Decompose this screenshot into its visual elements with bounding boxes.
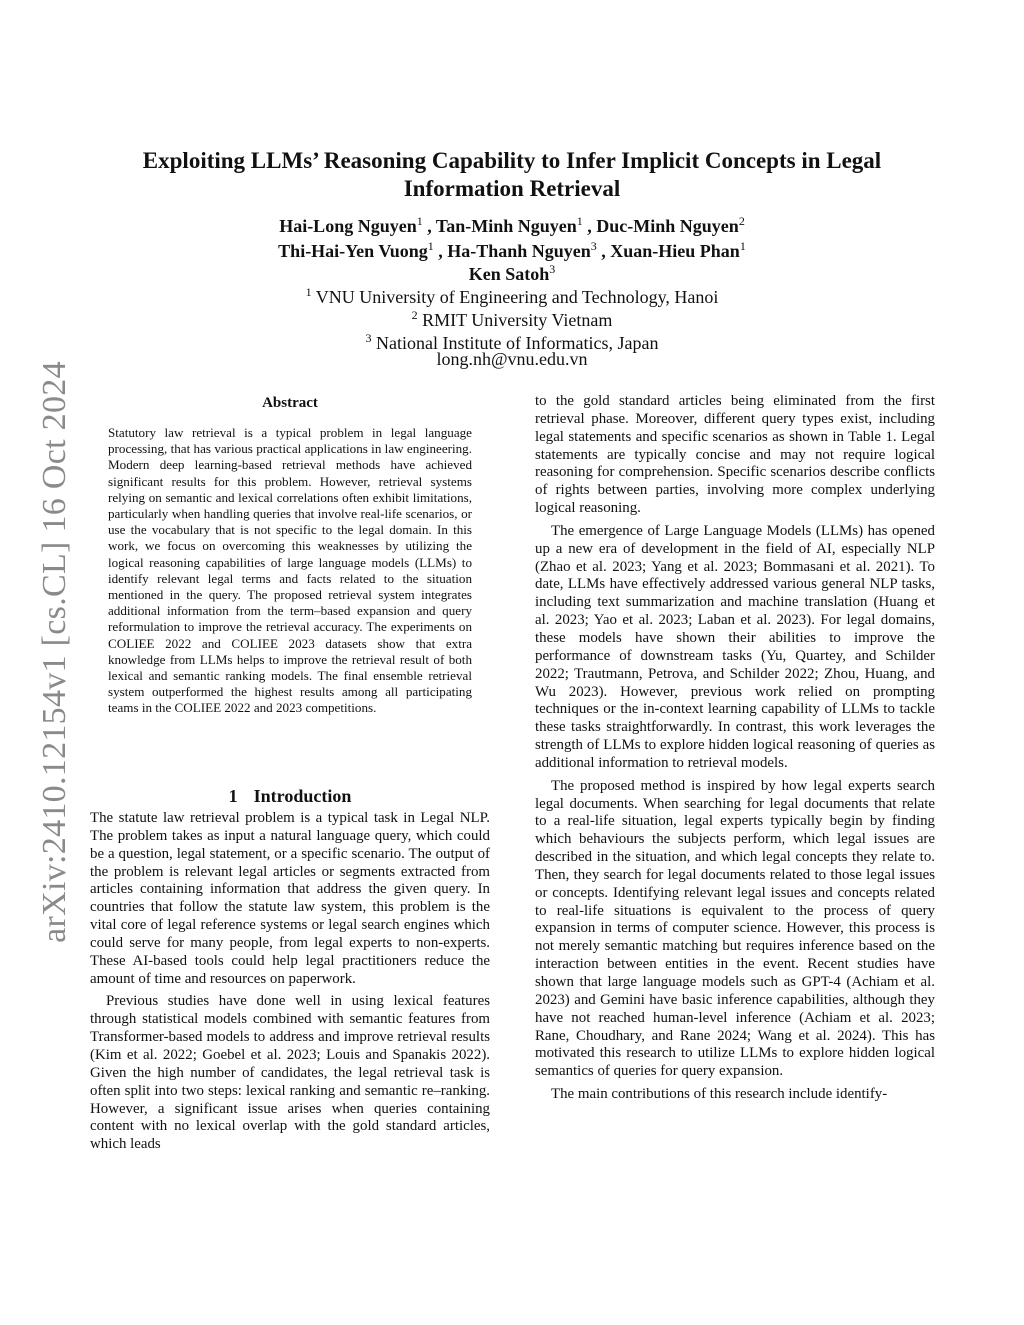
author-name: Duc-Minh Nguyen — [596, 216, 739, 236]
section-title: Introduction — [253, 786, 352, 806]
paper-title — [110, 147, 914, 203]
author-name: Ha-Thanh Nguyen — [447, 241, 591, 261]
author-affiliation-mark: 1 — [427, 239, 434, 253]
author-affiliation-mark: 2 — [738, 214, 745, 228]
section-heading-introduction — [90, 784, 490, 808]
author-affiliation-mark: 1 — [416, 214, 423, 228]
left-column-body — [90, 810, 490, 1154]
affiliation-name: RMIT University Vietnam — [422, 310, 613, 330]
paragraph: The statute law retrieval problem is a typical task in Legal NLP. The problem takes as input a natural language query, which could be a question, legal statement, or a specific scenario. The output of the problem is relevant legal articles or segments extracted from articles containing information that address the given query. In countries that follow the statute law system, this problem is the vital core of legal reference systems or legal search engines which could serve for many people, from legal experts to non-experts. These AI-based tools could help legal practitioners reduce the amount of time and resources on paperwork. — [90, 810, 490, 987]
author-affiliation-mark: 3 — [549, 262, 556, 276]
author-affiliation-mark: 3 — [590, 239, 597, 253]
affiliation-name: National Institute of Informatics, Japan — [376, 333, 659, 353]
author-name: Tan-Minh Nguyen — [435, 216, 577, 236]
paragraph: to the gold standard articles being eliminated from the first retrieval phase. Moreover, different query types exist, including legal statements and specific scenarios as shown in Table 1. Legal statements are typically concise and may not require logical reasoning for comprehension. Specific scenarios describe conflicts of rights between parties, involving more complex underlying logical reasoning. — [535, 393, 935, 517]
paragraph: The proposed method is inspired by how legal experts search legal documents. When searching for legal documents that relate to a real-life situation, legal experts typically begin by finding which behaviours the subjects perform, which legal issues are described in the situation, and which legal concepts they relate to. Then, they search for legal documents related to those legal issues or concepts. Identifying relevant legal issues and concepts related to real-life situations is equivalent to the process of query expansion in terms of computer science. However, this process is not merely semantic matching but requires inference based on the interaction between entities in the event. Recent studies have shown that large language models such as GPT-4 (Achiam et al. 2023) and Gemini have basic inference capabilities, although they have not reached human-level inference (Achiam et al. 2023; Rane, Choudhary, and Rane 2024; Wang et al. 2024). This has motivated this research to utilize LLMs to explore hidden logical semantics of queries for query expansion. — [535, 777, 935, 1080]
affiliation-number: 1 — [305, 285, 312, 299]
title-line-2: Information Retrieval — [403, 176, 621, 201]
author-line-1: Hai-Long Nguyen$^1$ , Tan-Minh Nguyen$^1$ , Duc-Minh Nguyen$^2$ — [279, 214, 745, 236]
author-affiliation-mark: 1 — [576, 214, 583, 228]
affiliation-number: 2 — [411, 308, 418, 322]
section-number: 1 — [228, 786, 238, 806]
author-name: Thi-Hai-Yen Vuong — [278, 241, 428, 261]
arxiv-identifier-stamp: arXiv:2410.12154v1 [cs.CL] 16 Oct 2024 — [36, 361, 73, 943]
author-name: Ken Satoh — [468, 264, 550, 284]
abstract-heading: Abstract — [262, 395, 318, 411]
author-line-2: Thi-Hai-Yen Vuong$^1$ , Ha-Thanh Nguyen$^3$ , Xuan-Hieu Phan$^1$ — [278, 239, 746, 261]
right-column-body — [535, 393, 935, 1104]
paragraph: Previous studies have done well in using lexical features through statistical models combined with semantic features from Transformer-based models to address and improve retrieval results (Kim et al. 2022; Goebel et al. 2023; Louis and Spanakis 2022). Given the high number of candidates, the legal retrieval task is often split into two steps: lexical ranking and semantic re–ranking. However, a significant issue arises when queries containing content with no lexical overlap with the gold standard articles, which leads — [90, 993, 490, 1153]
paragraph: The emergence of Large Language Models (LLMs) has opened up a new era of development in the field of AI, especially NLP (Zhao et al. 2023; Yang et al. 2023; Bommasani et al. 2021). To date, LLMs have effectively addressed various general NLP tasks, including text summarization and machine translation (Huang et al. 2023; Yao et al. 2023; Laban et al. 2023). For legal domains, these models have shown their abilities to improve the performance of downstream tasks (Yu, Quartey, and Schilder 2022; Trautmann, Petrova, and Schilder 2022; Zhou, Huang, and Wu 2023). However, previous work relied on prompting techniques or the in-context learning capability of LLMs to tackle these tasks straightforwardly. In contrast, this work leverages the strength of LLMs to explore hidden logical reasoning of queries as additional information to retrieval models. — [535, 522, 935, 771]
abstract-body: Statutory law retrieval is a typical problem in legal language processing, that has various practical applications in law engineering. Modern deep learning-based retrieval methods have achieved significant results for this problem. However, retrieval systems relying on semantic and lexical correlations often exhibit limitations, particularly when handling queries that involve real-life scenarios, or use the vocabulary that is not specific to the legal domain. In this work, we focus on overcoming this weaknesses by utilizing the logical reasoning capabilities of large language models (LLMs) to identify relevant legal terms and facts related to the situation mentioned in the query. The proposed retrieval system integrates additional information from the term–based expansion and query reformulation to improve the retrieval accuracy. The experiments on COLIEE 2022 and COLIEE 2023 datasets show that extra knowledge from LLMs helps to improve the retrieval result of both lexical and semantic ranking models. The final ensemble retrieval system outperformed the highest results among all participating teams in the COLIEE 2022 and 2023 competitions. — [108, 425, 472, 716]
author-name: Hai-Long Nguyen — [279, 216, 417, 236]
title-line-1: Exploiting LLMs’ Reasoning Capability to Infer Implicit Concepts in Legal — [142, 148, 882, 173]
affiliation-number: 3 — [365, 331, 372, 345]
author-email: long.nh@vnu.edu.vn — [436, 349, 588, 369]
author-affiliation-mark: 1 — [739, 239, 746, 253]
author-name: Xuan-Hieu Phan — [610, 241, 740, 261]
paragraph: The main contributions of this research include identify- — [551, 1086, 888, 1103]
affiliation-name: VNU University of Engineering and Technology, Hanoi — [315, 287, 719, 307]
